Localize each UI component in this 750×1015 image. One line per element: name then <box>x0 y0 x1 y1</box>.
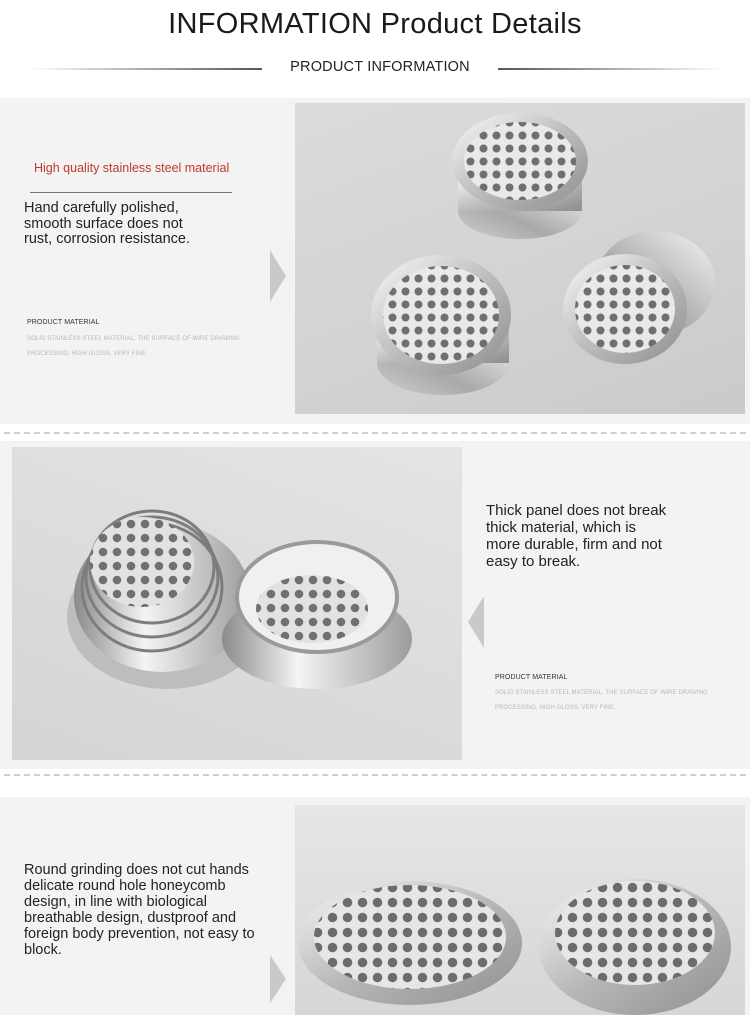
section-material-text: Hand carefully polished, smooth surface does not rust, corrosion resistance. <box>24 200 191 247</box>
page-subtitle: PRODUCT INFORMATION <box>290 59 470 75</box>
subtitle-row <box>0 58 750 80</box>
heading-underline <box>30 192 232 193</box>
product-material-label: PRODUCT MATERIAL <box>495 674 568 681</box>
section-material-heading: High quality stainless steel material <box>34 161 230 175</box>
chevron-left-icon <box>468 596 484 648</box>
section-material <box>0 98 750 424</box>
product-photo-three-vents <box>295 103 745 414</box>
product-material-description: SOLID STAINLESS STEEL MATERIAL, THE SURFACE OF WIRE DRAWING PROCESSING, HIGH GLOSS, VERY FINE. <box>495 690 708 711</box>
section-thick-panel-text: Thick panel does not break thick material, which is more durable, firm and not easy to break. <box>486 502 667 570</box>
section-divider <box>4 774 746 776</box>
divider-left <box>30 68 262 70</box>
page-title: INFORMATION Product Details <box>168 8 582 40</box>
section-divider <box>4 432 746 434</box>
product-photo-two-vents <box>12 447 462 760</box>
vent-illustration <box>295 103 745 414</box>
section-thick-panel <box>0 441 750 769</box>
product-material-description: SOLID STAINLESS STEEL MATERIAL, THE SURFACE OF WIRE DRAWING PROCESSING, HIGH GLOSS, VERY FINE. <box>27 336 240 357</box>
product-material-label: PRODUCT MATERIAL <box>27 319 100 326</box>
chevron-right-icon <box>270 250 286 302</box>
section-round-grinding <box>0 797 750 1015</box>
chevron-right-icon <box>270 955 286 1003</box>
vent-illustration <box>295 805 745 1015</box>
section-round-grinding-text: Round grinding does not cut hands delicate round hole honeycomb design, in line with biological breathable design, dustproof and foreign body prevention, not easy to block. <box>24 862 255 958</box>
divider-right <box>498 68 723 70</box>
vent-illustration <box>12 447 462 760</box>
product-photo-round-vents <box>295 805 745 1015</box>
